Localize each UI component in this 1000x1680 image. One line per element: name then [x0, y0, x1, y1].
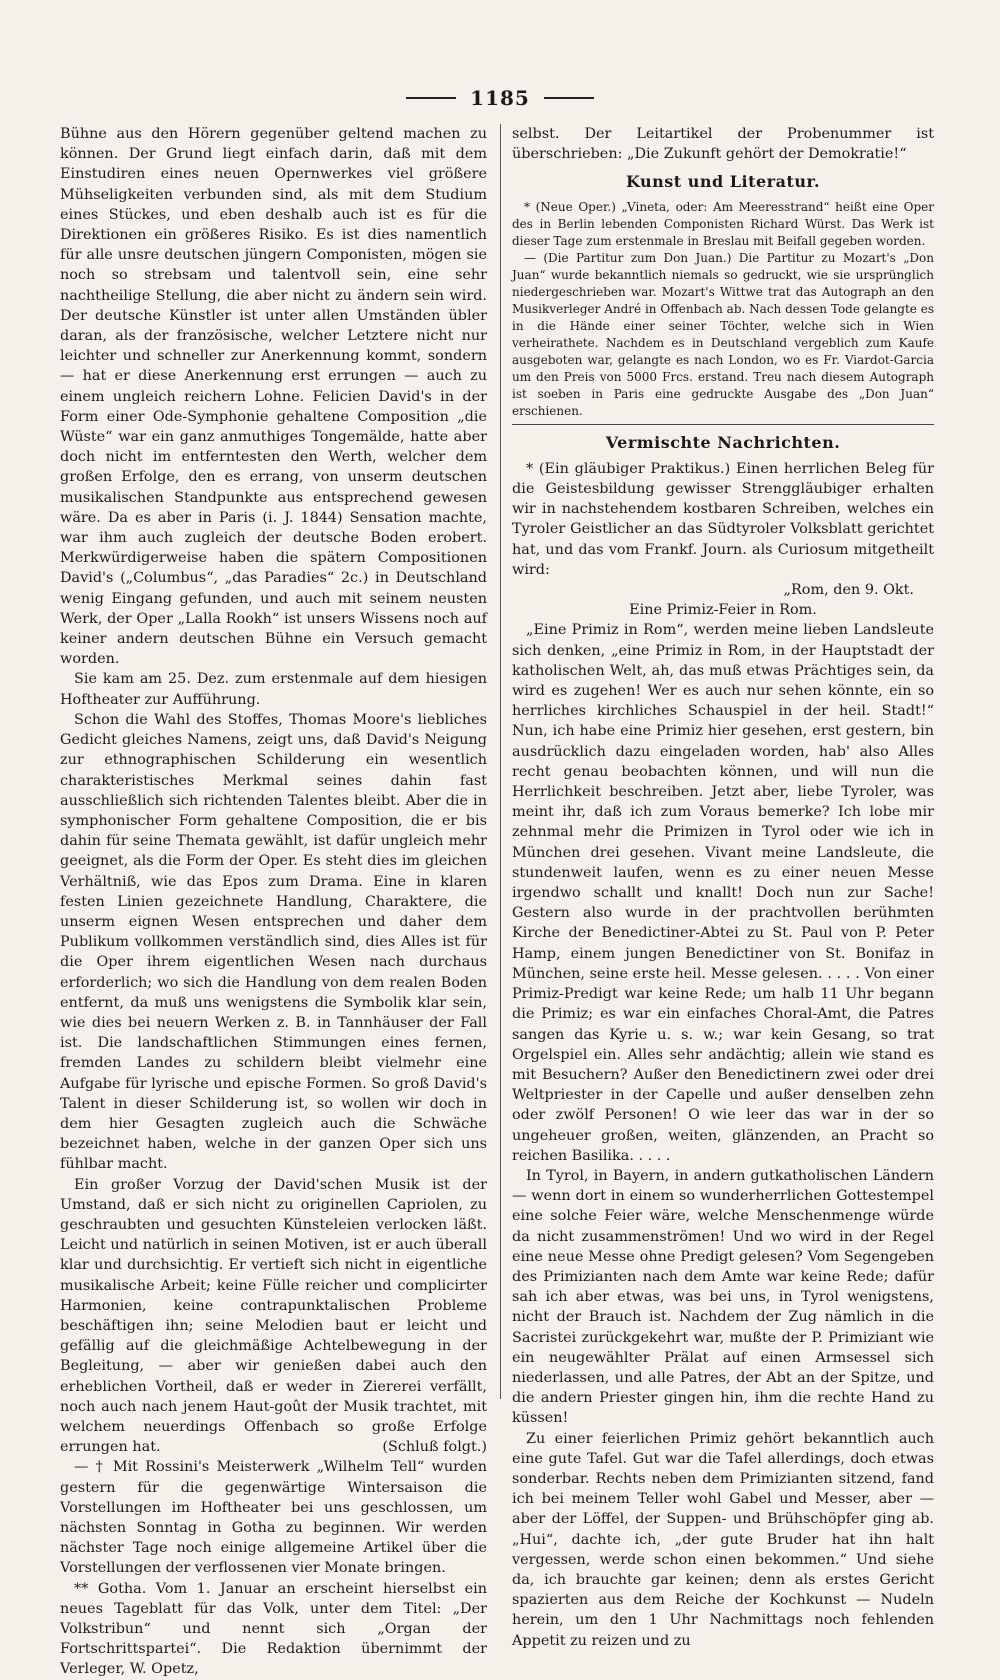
paragraph: * (Ein gläubiger Praktikus.) Einen herrlichen Beleg für die Geistesbildung gewisser Strenggläubiger erhalten wir in nachstehendem kostbaren Schreiben, welches ein Tyroler Geistlicher an das Südtyroler Volksblatt gerichtet hat, und das vom Frankf. Journ. als Curiosum mitgetheilt wird:	[512, 460, 934, 578]
header-rule-right	[544, 97, 594, 99]
paragraph: ** Gotha. Vom 1. Januar an erscheint hierselbst ein neues Tageblatt für das Volk, unter dem Titel: „Der Volkstribun“ und nennt sich „Organ der Fortschrittspartei“. Die Redaktion übernimmt der Verleger, W. Opetz,	[60, 1580, 487, 1678]
page-number: 1185	[470, 86, 530, 110]
page-header	[0, 78, 1000, 118]
header-rule-left	[406, 97, 456, 99]
paragraph	[60, 1175, 487, 1458]
paragraph: In Tyrol, in Bayern, in andern gutkatholischen Ländern — wenn dort in einem so wunderherrlichen Gottestempel eine solche Feier wäre, welche Menschenmenge würde da nicht zusammenströmen! Und wo wird in der Regel eine neue Messe ohne Predigt gelesen? Vom Segengeben des Primizianten nach dem Amte war keine Rede; dafür sah ich aber etwas, was bei uns, in Tyrol wenigstens, nicht der Brauch ist. Nachdem der Zug nämlich in die Sacristei zurückgekehrt war, mußte der P. Primiziant wie ein neugewählter Prälat auf einen Armsessel sich niederlassen, und alle Patres, der Abt an der Spitze, und die andern Priester gingen hin, ihm die rechte Hand zu küssen!	[512, 1167, 934, 1427]
kunst-section	[512, 199, 934, 420]
paragraph: Zu einer feierlichen Primiz gehört bekanntlich auch eine gute Tafel. Gut war die Tafel allerdings, doch etwas sonderbar. Rechts neben dem Primizianten sitzend, fand ich bei meinem Teller wohl Gabel und Messer, aber — aber der Löffel, der Suppen- und Brühschöpfer ging ab. „Hui“, dachte ich, „der gute Bruder hat ihn halt vergessen, werde schon einen bekommen.“ Und siehe da, ich brauchte gar keinen; denn als erstes Gericht spazierten aus dem Reiche der Kochkunst — Nudeln herein, um den 1 Uhr Nachmittags noch fehlenden Appetit zu reizen und zu	[512, 1430, 934, 1649]
section-heading-kunst: Kunst und Literatur.	[625, 172, 821, 192]
column-divider	[500, 124, 501, 1399]
subheading: Eine Primiz-Feier in Rom.	[629, 602, 817, 619]
paragraph-text: Ein großer Vorzug der David'schen Musik ist der Umstand, daß er sich nicht zu originellen Capriolen, zu geschraubten und gesuchten Künsteleien verlocken läßt. Leicht und natürlich in seinen Motiven, ist er auch überall klar und durchsichtig. Er vertieft sich nicht in eigentliche musikalische Arbeit; keine Fülle reicher und complicirter Harmonien, keine contrapunktalischen Probleme beschäftigen ihn; seine Melodien baut er leicht und gefällig auf die gleichmäßige Achtelbewegung in der Begleitung, — aber wir genießen dabei auch den erheblichen Vortheil, daß er weder in Ziererei verfällt, noch auch nach jenem Haut-goût der Musik trachtet, mit welchem neuerdings Offenbach so große Erfolge errungen hat.	[60, 1176, 487, 1456]
continuation-note: (Schluß folgt.)	[382, 1439, 487, 1456]
paragraph: Bühne aus den Hörern gegenüber geltend machen zu können. Der Grund liegt einfach darin, daß mit dem Einstudiren eines neuen Opernwerkes viel größere Mühseligkeiten verbunden sind, als mit dem Studium eines Stückes, und eben deshalb auch ist es für die Direktionen ein größeres Risiko. Es ist dies namentlich für alle unsre deutschen jüngern Componisten, mögen sie noch so strebsam und talentvoll sein, eine sehr nachtheilige Stellung, die aber nicht zu ändern sein wird. Der deutsche Künstler ist unter allen Umständen übler daran, als der französische, welcher Letztere nicht nur leichter und schneller zur Anerkennung kommt, sondern — hat er diese Anerkennung erst errungen — auch zu einem ungleich reichern Lohne. Felicien David's in der Form einer Ode-Symphonie gehaltene Composition „die Wüste“ war ein ganz anmuthiges Tongemälde, hatte aber doch nicht im entferntesten den Werth, welcher dem großen Erfolge, den es errang, von unserm deutschen musikalischen Standpunkte aus entsprechend gewesen wäre. Da es aber in Paris (i. J. 1844) Sensation machte, war ihm auch zugleich der deutsche Boden erobert. Merkwürdigerweise haben die spätern Compositionen David's („Columbus“, „das Paradies“ 2c.) in Deutschland wenig Eingang gefunden, und auch mit seinem neusten Werk, der Oper „Lalla Rookh“ ist unsers Wissens noch auf keiner andern deutschen Bühne ein Versuch gemacht worden.	[60, 126, 487, 668]
news-item: — (Die Partitur zum Don Juan.) Die Partitur zu Mozart's „Don Juan“ wurde bekanntlich niemals so gedruckt, wie sie ursprünglich niedergeschrieben war. Mozart's Wittwe trat das Autograph an den Musikverleger André in Offenbach ab. Nach dessen Tode gelangte es in die Hände einer seiner Töchter, welche sich in Wien verheirathete. Nachdem es in Deutschland vergeblich zum Kaufe ausgeboten war, gelangte es nach London, wo es Fr. Viardot-Garcia um den Preis von 5000 Frcs. erstand. Treu nach diesem Autograph ist soeben in Paris eine gedruckte Ausgabe des „Don Juan“ erschienen.	[512, 250, 934, 418]
right-column	[512, 124, 934, 1649]
paragraph: „Eine Primiz in Rom“, werden meine lieben Landsleute sich denken, „eine Primiz in Rom, in der Hauptstadt der katholischen Welt, ah, das muß etwas Prächtiges sein, da wird es zugehen! Wer es auch nur sehen könnte, ein so herrliches kirchliches Schauspiel in der heil. Stadt!“ Nun, ich habe eine Primiz hier gesehen, erst gestern, bin ausdrücklich dazu eingeladen worden, hab' also Alles recht genau beobachten können, und will nun die Herrlichkeit beschreiben. Jetzt aber, liebe Tyroler, was meint ihr, daß ich zum Voraus bemerke? Ich lobe mir zehnmal mehr die Primizen in Tyrol oder wie ich in München drei gesehen. Vivant meine Landsleute, die stundenweit laufen, wenn es zu einer neuen Messe irgendwo schallt und knallt! Doch nun zur Sache! Gestern also wurde in der prachtvollen berühmten Kirche der Benedictiner-Abtei zu St. Paul von P. Peter Hamp, einem jungen Benedictiner von St. Bonifaz in München, seine erste heil. Messe gelesen. . . . . Von einer Primiz-Predigt war keine Rede; um halb 11 Uhr begann die Primiz; es war ein einfaches Choral-Amt, die Patres sangen das Kyrie u. s. w.; war kein Gesang, so trat Orgelspiel ein. Alles sehr andächtig; allein wie stand es mit Besuchern? Außer den Benedictinern zwei oder drei Weltpriester in der Capelle und außer denselben zehn oder zwölf Personen! O wie leer das war in der so ungeheuer großen, weiten, glänzenden, an Pracht so reichen Basilika. . . . .	[512, 622, 934, 1164]
news-item: * (Neue Oper.) „Vineta, oder: Am Meeresstrand“ heißt eine Oper des in Berlin lebenden Componisten Richard Würst. Das Werk ist dieser Tage zum erstenmale in Breslau mit Beifall gegeben worden.	[512, 199, 934, 248]
paragraph: — † Mit Rossini's Meisterwerk „Wilhelm Tell“ wurden gestern für die gegenwärtige Wintersaison die Vorstellungen im Hoftheater bei uns geschlossen, um nächsten Sonntag in Gotha zu beginnen. Wir werden nächster Tage noch einige allgemeine Artikel über die Vorstellungen der verflossenen vier Monate bringen.	[60, 1459, 487, 1577]
section-rule	[512, 424, 934, 425]
paragraph: selbst. Der Leitartikel der Probenummer ist überschrieben: „Die Zukunft gehört der Demokratie!“	[512, 126, 934, 163]
dateline: „Rom, den 9. Okt.	[783, 582, 914, 599]
section-heading-vermischte: Vermischte Nachrichten.	[605, 432, 841, 452]
paragraph: Sie kam am 25. Dez. zum erstenmale auf dem hiesigen Hoftheater zur Aufführung.	[60, 671, 487, 708]
paragraph: Schon die Wahl des Stoffes, Thomas Moore's liebliches Gedicht gleiches Namens, zeigt uns, daß David's Neigung zur ethnographischen Schilderung ein wesentlich charakteristisches Merkmal seines dahin fast ausschließlich sich richtenden Talentes bleibt. Aber die in symphonischer Form gehaltene Composition, die er bis dahin für seine Themata gewählt, ist dafür ungleich mehr geeignet, als die Form der Oper. Es steht dies im gleichen Verhältniß, wie das Epos zum Drama. Eine in klaren festen Linien gezeichnete Handlung, Charaktere, die unserm eignen Wesen entsprechen und daher dem Publikum vollkommen verständlich sind, dies Alles ist für die Oper ihrem eigentlichen Wesen nach durchaus erforderlich; wo sich die Handlung von dem realen Boden entfernt, da muß uns wenigstens die Symbolik klar sein, wie dies bei neuern Werken z. B. in Tannhäuser der Fall ist. Die landschaftlichen Stimmungen eines fernen, fremden Landes zu schildern bleibt vielmehr eine Aufgabe für lyrische und epische Formen. So groß David's Talent in dieser Schilderung ist, so wollen wir doch in dem hier Gesagten zugleich auch die Schwäche bezeichnet haben, welche in der ganzen Oper sich uns fühlbar macht.	[60, 711, 487, 1173]
left-column	[60, 124, 487, 1678]
